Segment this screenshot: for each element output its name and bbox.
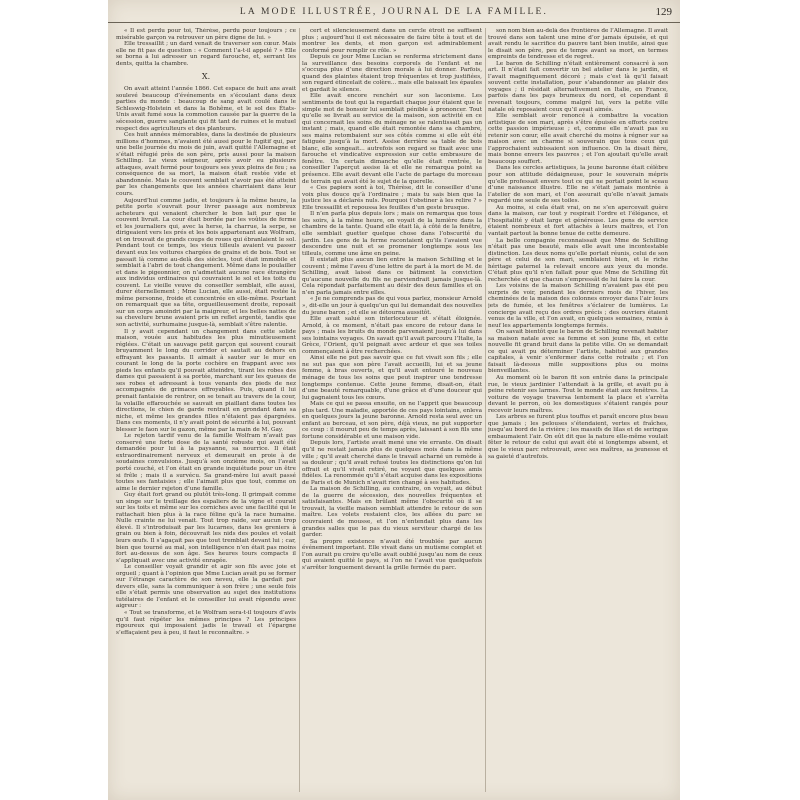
paragraph: Il n’en parla plus depuis lors ; mais on remarqua que tous les soirs, à la même heure, on voyait de la lumière dans la chambre de la tante. Quand elle était là, à côté de la fenêtre, elle semblait guetter quelque chose dans l’obscurité du jardin. Les gens de la ferme racontaient qu’ils l’avaient vue descendre une nuit et se promener longtemps sous les tilleuls, comme une âme en peine. bbox=[302, 211, 482, 257]
paragraph: Mais ce qui se passa ensuite, on ne l’apprit que beaucoup plus tard. Une maladie, apportée de ces pays lointains, enleva en quelques jours la jeune baronne. Arnold resta seul avec un enfant au berceau, et son père, déjà vieux, ne put supporter ce coup : il mourut peu de temps après, laissant à son fils une fortune considérable et une maison vide. bbox=[302, 401, 482, 440]
paragraph: Depuis ce jour Mme Lucian se renferma strictement dans la surveillance des besoins corporels de l’enfant et ne s’occupa plus d’une direction morale à lui donner. Parfois, quand des plaintes étaient trop fréquentes et trop justifiées, son regard étincelait de colère... mais elle baissait les épaules et gardait le silence. bbox=[302, 54, 482, 93]
paragraph: Elle avait encore renchéri sur son laconisme. Les sentiments de tout qui la regardait chaque jour étaient que le simple mot de bonsoir lui semblait pénible à prononcer. Tout qu’elle se livrait au service de la maison, son activité en ce qui concernait les soins du ménage ne se ralentissait pas un instant ; mais, quand elle était remontée dans sa chambre, ses mains retombaient sur ses côtés comme si elle eût été fatiguée jusqu’à la mort. Assise derrière sa table de bois blanc, elle songeait... autrefois son regard se fixait avec une farouche et vindicative expression sur cette embrasure de fenêtre. Un certain dimanche qu’elle était rentrée, le conseiller l’aperçut assise là et elle ne remarqua point sa présence. Elle avait devant elle l’acte de partage du morceau de terrain qui avait été le sujet de la querelle. bbox=[302, 93, 482, 185]
paragraph: Le conseiller voyait grandir et agir son fils avec joie et orgueil ; quant à l’opinion que Mme Lucian avait pu se former sur l’étrange caractère de son neveu, elle la gardait par devers elle, sans la communiquer à son frère ; une seule fois elle s’était permis une observation au sujet des institutions tutélaires de l’enfant et le conseiller lui avait répondu avec aigreur : bbox=[116, 564, 296, 610]
paragraph: Guy était fort grand ou plutôt très-long. Il grimpait comme un singe sur le treillage des espaliers de la vigne et courait sur les toits et même sur les corniches avec une facilité qui le rattachait bien plus à la race féline qu’à la race humaine. Nulle crainte ne lui venait. Tout trop raide, sur aucun trop élevé. Il s’introduisait par les lucarnes, dans les greniers à grain ou bien à foin, découvrait les nids des poules et volait leurs œufs. Il s’agaçait pas que tout tremblait devant lui ; car, bien que tourné au mal, son intelligence n’en était pas moins fort au-dessus de son âge. Ses heures tours compacts il s’appliquait avec une activité enragée. bbox=[116, 492, 296, 564]
section-heading: X. bbox=[201, 72, 211, 82]
page-header bbox=[108, 6, 680, 23]
paragraph: Au moins, si cela était vrai, on ne s’en apercevait guère dans la maison, car tout y respirait l’ordre et l’élégance, et l’hospitalité y était large et généreuse. Les gens de service étaient nombreux et fort attachés à leurs maîtres, et l’on vantait partout la bonne tenue de cette demeure. bbox=[488, 204, 668, 237]
page-number: 129 bbox=[655, 6, 672, 18]
column-2 bbox=[302, 28, 482, 792]
paragraph: Il existait plus aucun lien entre la maison Schilling et le couvent ; même l’aveu d’une lettre de part à la mort de M. de Schilling, avait laissé dans ce bâtiment la conviction qu’aucune nouvelle du fils ne parviendrait jamais jusque-là. Cela répondait parfaitement au désir des deux familles et on n’en parla jamais entre elles. bbox=[302, 257, 482, 296]
column-divider bbox=[485, 28, 486, 792]
paragraph: Le rejeton tardif venu de la famille Wolfram n’avait pas conservé une forte dose de la santé robuste qui avait été demandée pour lui à la paysanne, sa nourrice. Il était extraordinairement nerveux et demeurait en proie à de soudaines convulsions. Jusqu’à son onzième mois, on l’avait porté couché, et l’on était en grande inquiétude pour un être si frêle ; mais il a survécu. Sa grand-mère lui avait passé toutes ses fantaisies ; elle l’aimait plus que tout, comme on aime le dernier rejeton d’une famille. bbox=[116, 433, 296, 492]
paragraph: Les arbres se furent plus touffus et paraît encore plus beau que jamais ; les pelouses s’étendaient, vertes et fraîches, jusqu’au bord de la rivière ; les massifs de lilas et de seringas embaumaient l’air. On eût dit que la nature elle-même voulait fêter le retour de celui qui avait été si longtemps absent, et que le vieux parc retrouvait, avec ses maîtres, sa jeunesse et sa gaieté d’autrefois. bbox=[488, 414, 668, 460]
paragraph: On avait atteint l’année 1866. Cet espace de huit ans avait soulevé beaucoup d’événements en s’écoulant dans deux parties du monde : beaucoup de sang avait coulé dans le Schleswig-Holstein et dans la Bohême, et le sol des États-Unis avait fumé sous la commotion causée par la guerre de la sécession, guerre sanglante qui fit tant de ruines et le mutuel respect des agriculteurs et des planteurs. bbox=[116, 86, 296, 132]
paragraph: Elle semblait avoir renoncé à combattre la vocation artistique de son mari, après s’être épuisée en efforts contre cette passion impérieuse ; et, comme elle n’avait pas su retenir son cœur, elle avait cherché du moins à régner sur sa maison avec un charme si souverain que tous ceux qui l’approchaient subissaient son influence. On la disait fière, mais bonne envers les pauvres ; et l’on ajoutait qu’elle avait beaucoup souffert. bbox=[488, 113, 668, 165]
column-divider bbox=[299, 28, 300, 792]
journal-title: LA MODE ILLUSTRÉE, JOURNAL DE LA FAMILLE. bbox=[239, 7, 549, 17]
journal-page bbox=[108, 0, 680, 800]
paragraph: « Tout se transforme, et le Wolfram sera-t-il toujours d’avis qu’il faut répéter les mêmes principes ? Les principes rigoureux qui imposaient jadis le travail et l’épargne s’effaçaient peu à peu, il faut le reconnaître. » bbox=[116, 610, 296, 636]
paragraph: Dans les cercles artistiques, la jeune baronne était célèbre pour son attitude dédaigneuse, pour le souverain mépris qu’elle professait envers tout ce qui ne portait point le sceau d’une naissance illustre. Elle ne s’était jamais montrée à l’atelier de son mari, et l’on assurait qu’elle n’avait jamais regardé une seule de ses toiles. bbox=[488, 165, 668, 205]
paragraph: Au moment où le baron fit son entrée dans la principale rue, le vieux jardinier l’attendait à la grille, et avait pu à peine retenir ses larmes. Tout le monde était aux fenêtres. La voiture de voyage traversa lentement la place et s’arrêta devant le perron, où les domestiques s’étaient rangés pour recevoir leurs maîtres. bbox=[488, 374, 668, 414]
column-3 bbox=[488, 28, 668, 792]
paragraph: Depuis lors, l’artiste avait mené une vie errante. On disait qu’il ne restait jamais plus de quelques mois dans la même ville ; qu’il avait cherché dans le travail acharné un remède à sa douleur ; qu’il avait refusé toutes les distinctions qu’on lui offrait et qu’il vivait retiré, ne voyant que quelques amis fidèles. La renommée qu’il s’était acquise dans les expositions de Paris et de Munich n’avait rien changé à ses habitudes. bbox=[302, 440, 482, 486]
text-columns bbox=[116, 28, 672, 792]
paragraph: « Il est perdu pour toi, Thérèse, perdu pour toujours ; ce misérable garçon va retrouver un père digne de lui. » bbox=[116, 28, 296, 41]
paragraph: Sa propre existence n’avait été troublée par aucun événement important. Elle vivait dans un mutisme complet et l’on aurait pu croire qu’elle avait oublié jusqu’au nom de ceux qui avaient quitté le pays, si l’on ne l’avait vue quelquefois s’arrêter longuement devant la grille fermée du parc. bbox=[302, 538, 482, 571]
paragraph: Ces huit années mémorables, dans la destinée de plusieurs millions d’hommes, n’avaient été aussi pour le fugitif qui, par une belle journée du mois de juin, avait quitté l’Allemagne et s’était réfugié près de son père, pris aussi pour la maison Schilling. Le vieux seigneur, après avoir eu plusieurs attaques, avait fermé pour toujours ses yeux pleins de feu ; sa conséquence de sa mort, la maison était restée vide et abandonnée. Mais le couvent semblait n’avoir pas été atteint par les changements que les années charriaient dans leur cours. bbox=[116, 132, 296, 198]
paragraph: Ainsi elle ne put pas savoir que ce fut vivait son fils ; elle ne sut pas que son père l’avait accueilli, lui et sa jeune femme, à bras ouverts, et qu’il avait entouré le nouveau ménage de tous les soins que peut inspirer une tendresse longtemps contenue. Cette jeune femme, disait-on, était d’une beauté remarquable, d’une grâce et d’une douceur qui lui gagnaient tous les cœurs. bbox=[302, 355, 482, 401]
paragraph: Aujourd’hui comme jadis, et toujours à la même heure, la petite porte s’ouvrait pour livrer passage aux nombreux acheteurs qui venaient chercher le bon lait pur que le couvent livrait. La cour était bordée par les voûtes de ferme et les journaliers qui, avec la herse, la charrue, la serpe, se dirigeaient vers les prés et les bois appartenant aux Wolfram, et on trouvait de grands coups de roues qui ébranlaient le sol. Pendant tout ce temps, les vieux tilleuls avaient vu passer devant eux les voitures chargées de grains et de bois. Tout se passait là comme au-delà des siècles, tout était immobile et semblait à l’abri de tout changement. Même dans le poulailler et dans le pigeonnier, on n’admettait aucune race étrangère aux individus ordinaires qui couvraient le sol et les toits du couvent. Le vieille veuve du conseiller semblait, elle aussi, durer éternellement ; Mme Lucian, elle aussi, était restée la même personne, froide et concentrée en elle-même. Pourtant on remarquait que sa tête, orgueilleusement droite, reposait sur un corps amoindri par la maigreur, et les belles nattes de sa chevelure brune avaient pris un reflet argenté, tandis que son activité, surhumaine jusque-là, semblait s’être ralentie. bbox=[116, 197, 296, 328]
paragraph: Les voisins de la maison Schilling n’avaient pas été peu surpris de voir, pendant les derniers mois de l’hiver, les cheminées de la maison des colonnes envoyer dans l’air leurs jets de fumée, et les fenêtres s’éclairer de lumières. Le concierge avait reçu des ordres précis ; des ouvriers étaient venus de la ville, et l’on avait, en quelques semaines, remis à neuf les appartements longtemps fermés. bbox=[488, 283, 668, 329]
paragraph: cert et silencieusement dans un cercle étroit ne suffisent plus ; aujourd’hui il est nécessaire de faire tête à tout et de montrer les dents, et mon garçon est admirablement conformé pour remplir ce rôle. » bbox=[302, 28, 482, 54]
column-1 bbox=[116, 28, 296, 792]
paragraph: « Ces papiers sont à toi, Thérèse, dit le conseiller d’une voix plus douce qu’à l’ordinaire ; mais tu sais bien que la justice les a déclarés nuls. Pourquoi t’obstiner à les relire ? » Elle tressaillit et repoussa les feuilles d’un geste brusque. bbox=[302, 185, 482, 211]
paragraph: On savait bientôt que le baron de Schilling revenait habiter sa maison natale avec sa femme et son jeune fils, et cette nouvelle fit grand bruit dans la petite ville. On se demandait ce qui avait pu déterminer l’artiste, habitué aux grandes capitales, à venir s’enfermer dans cette retraite ; et l’on faisait là-dessus mille suppositions plus ou moins bienveillantes. bbox=[488, 329, 668, 375]
paragraph: son nom bien au-delà des frontières de l’Allemagne. Il avait trouvé dans son talent une mine d’or jamais épuisée, et qui avait rendu le sacrifice du pauvre tant bien inutile, ainsi que le disait son père, peu de temps avant sa mort, en termes empreints de tendresse et de regret. bbox=[488, 28, 668, 61]
paragraph: Elle tressaillit ; un dard venait de traverser son cœur. Mais elle ne fit pas de question : « Comment l’a-t-il appelé ? » Elle se borna à lui adresser un regard farouche, et, serrant les dents, quitta la chambre. bbox=[116, 41, 296, 67]
paragraph: Elle avait salué son interlocuteur et s’était éloignée. Arnold, à ce moment, n’était pas encore de retour dans le pays ; mais les bruits du monde parvenaient jusqu’à lui dans ses lointains voyages. On savait qu’il avait parcouru l’Italie, la Grèce, l’Orient, qu’il peignait avec ardeur et que ses toiles commençaient à être recherchées. bbox=[302, 316, 482, 355]
paragraph: La belle compagnie reconnaissait que Mme de Schilling n’était pas une beauté, mais elle avait une incontestable distinction. Les deux noms qu’elle portait réunis, celui de son père et celui de son mari, semblaient bien, et le riche héritage paternel la relevait encore aux yeux du monde. C’était plus qu’il n’en fallait pour que Mme de Schilling fût recherchée et que chacun s’empressât de lui faire la cour. bbox=[488, 237, 668, 283]
paragraph: Le baron de Schilling n’était entièrement consacré à son art. Il n’était fait convertir un bel atelier dans le jardin, et l’avait magnifiquement décoré ; mais c’est là qu’il faisait souvent cette installation, pour s’abandonner au plaisir des voyages ; il résidait alternativement en Italie, en France, parfois dans les pays brumeux du nord, et cependant il revenait toujours, comme malgré lui, vers la petite ville natale où reposaient ceux qu’il avait aimés. bbox=[488, 60, 668, 113]
paragraph: « Je ne comprends pas de qui vous parlez, monsieur Arnold », dit-elle un jour à quelqu’un qui lui demandait des nouvelles du jeune baron ; et elle se détourna aussitôt. bbox=[302, 296, 482, 316]
paragraph: Il y avait cependant un changement dans cette solide maison, vouée aux habitudes les plus minutieusement réglées. C’était un sauvage petit garçon qui souvent courait bruyamment le long du corridor et sautait au dehors en effrayant les passants. Il aimait à sauter sur le mur en courant le long de la porte cochère en frappant avec ses pieds les enfants qu’il pouvait atteindre, tirant les robes des dames qui passaient à sa portée, marchant sur les queues de ses robes et adressant à tous venants des pieds de nez accompagnés de grimaces effroyables. Puis, quand il lui prenait fantaisie de rentrer, on se tenait au travers de la cour, la volaille effarouchée se sauvait en piaillant dans toutes les directions, le chien de garde rentrait en grondant dans sa niche, et même les grandes filles n’étaient pas épargnées. Dans ces moments, il n’y avait point de sécurité à lui, pouvant blesser le faon sur le gazon, même par la main de M. Gay. bbox=[116, 328, 296, 433]
paragraph: La maison de Schilling, au contraire, on voyait, au début de la guerre de sécession, des nouvelles fréquentes et satisfaisantes. Mais en brûlant même l’obscurité où il se trouvait, la vieille maison semblait attendre le retour de son maître. Les volets restaient clos, les allées du parc se couvraient de mousse, et l’on n’entendait plus dans les grandes salles que le pas du vieux serviteur chargé de les garder. bbox=[302, 486, 482, 539]
